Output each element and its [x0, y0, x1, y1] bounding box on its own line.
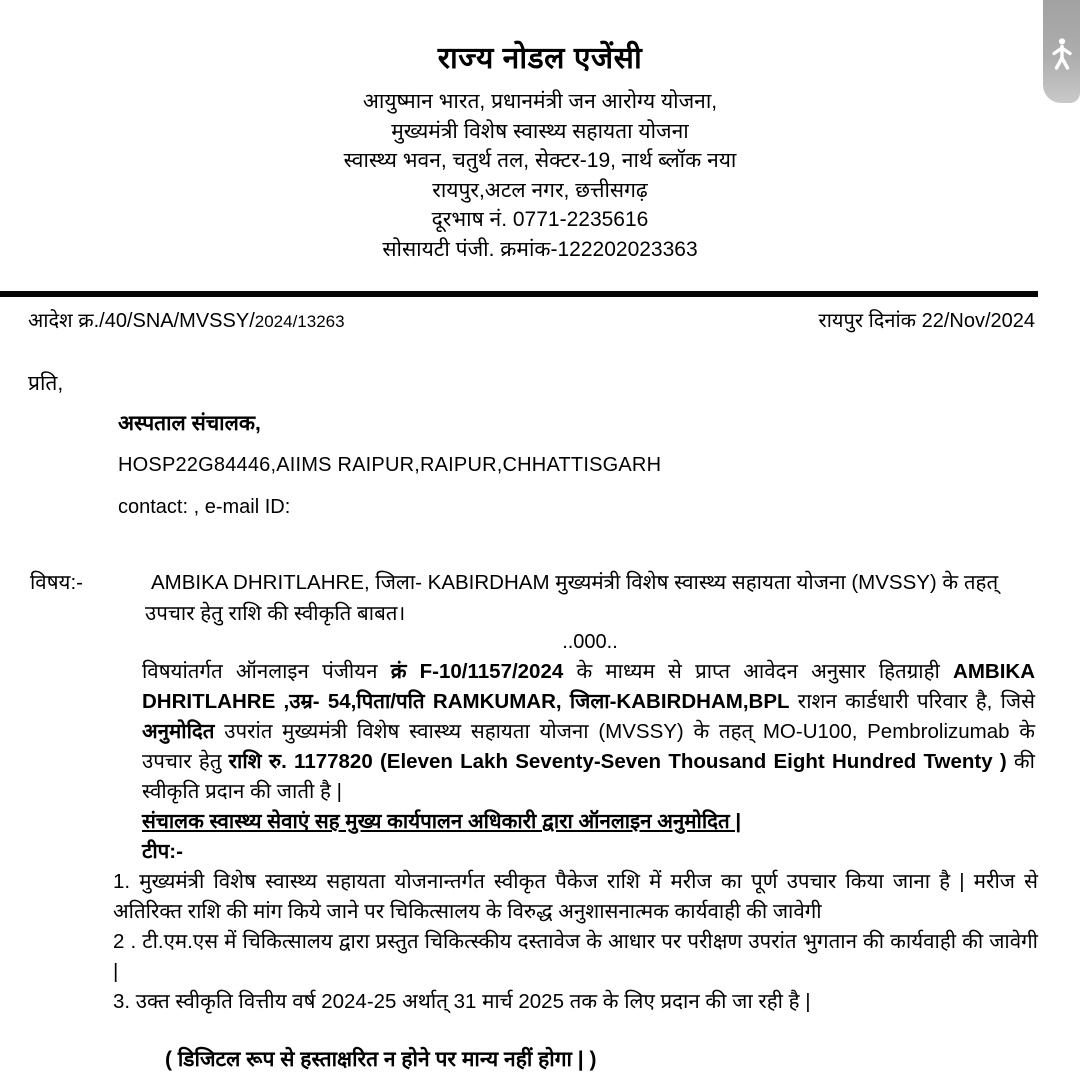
accessibility-person-icon	[1049, 37, 1075, 71]
place-date: रायपुर दिनांक 22/Nov/2024	[818, 310, 1035, 332]
subject-text	[145, 567, 1035, 629]
paragraph-bold-segment: राशि रु. 1177820 (Eleven Lakh Seventy-Seven Thousand Eight Hundred Twenty )	[228, 750, 1007, 773]
subject-line-2: उपचार हेतु राशि की स्वीकृति बाबत।	[145, 602, 406, 625]
body-paragraph	[142, 657, 1035, 807]
approval-line: संचालक स्वास्थ्य सेवाएं सह मुख्य कार्यपालन अधिकारी द्वारा ऑनलाइन अनुमोदित |	[142, 810, 742, 833]
addressee-designation: अस्पताल संचालक,	[118, 412, 261, 435]
contact-line: contact: , e-mail ID:	[118, 496, 291, 518]
paragraph-segment: उपरांत मुख्यमंत्री विशेष स्वास्थ्य सहायता योजना (MVSSY) के तहत् MO-U100, Pembrolizumab के उपचार हेतु	[142, 720, 1035, 773]
letterhead-line: आयुष्मान भारत, प्रधानमंत्री जन आरोग्य योजना,	[362, 90, 718, 113]
section-separator: ..000..	[562, 631, 618, 653]
disclaimer-line: ( डिजिटल रूप से हस्ताक्षरित न होने पर मान्य नहीं होगा | )	[165, 1048, 597, 1071]
note-label: टीप:-	[142, 840, 183, 863]
salutation: प्रति,	[28, 372, 64, 395]
subject-label: विषय:-	[30, 571, 83, 594]
subject-row	[0, 567, 1080, 629]
paragraph-segment: के माध्यम से प्राप्त आवेदन अनुसार हितग्राही	[563, 660, 954, 683]
letterhead-line: स्वास्थ्य भवन, चतुर्थ तल, सेक्टर-19, नार्थ ब्लॉक नया	[343, 149, 737, 172]
accessibility-widget-button[interactable]	[1043, 0, 1080, 103]
note-item: 2 . टी.एम.एस में चिकित्सालय द्वारा प्रस्तुत चिकित्स्कीय दस्तावेज के आधार पर परीक्षण उपरांत भुगतान की कार्यवाही की जावेगी |	[113, 930, 1038, 983]
letterhead-line: मुख्यमंत्री विशेष स्वास्थ्य सहायता योजना	[391, 119, 689, 143]
paragraph-segment: विषयांतर्गत ऑनलाइन पंजीयन	[142, 660, 391, 683]
note-item: 1. मुख्यमंत्री विशेष स्वास्थ्य सहायता योजनान्तर्गत स्वीकृत पैकेज राशि में मरीज का पूर्ण उपचार किया जाना है | मरीज से अतिरिक्त राशि की मांग किये जाने पर चिकित्सालय के विरुद्ध अनुशासनात्मक कार्यवाही की जावेगी	[113, 870, 1038, 923]
order-number	[28, 306, 345, 333]
letterhead-line: सोसायटी पंजी. क्रमांक-122202023363	[382, 237, 698, 261]
letterhead	[0, 0, 1080, 264]
paragraph-bold-segment: क्रं F-10/1157/2024	[390, 660, 564, 683]
paragraph-segment: की स्वीकृति प्रदान की जाती है |	[142, 750, 1035, 803]
addressee-block	[118, 409, 1080, 519]
order-number-prefix: आदेश क्र./40/SNA/MVSSY/	[28, 310, 255, 332]
paragraph-bold-segment: AMBIKA DHRITLAHRE ,उम्र- 54,पिता/पति RAMKUMAR, जिला-KABIRDHAM,BPL	[142, 660, 1036, 713]
order-number-suffix: 2024/13263	[254, 312, 345, 331]
paragraph-bold-segment: अनुमोदित	[142, 720, 215, 743]
letterhead-line: रायपुर,अटल नगर, छत्तीसगढ़	[432, 178, 648, 202]
note-item: 3. उक्त स्वीकृति वित्तीय वर्ष 2024-25 अर्थात् 31 मार्च 2025 तक के लिए प्रदान की जा रही है |	[113, 990, 811, 1013]
subject-line-1: AMBIKA DHRITLAHRE, जिला- KABIRDHAM मुख्यमंत्री विशेष स्वास्थ्य सहायता योजना (MVSSY) के तहत्	[151, 571, 999, 594]
reference-row	[0, 297, 1080, 333]
paragraph-segment: राशन कार्डधारी परिवार है, जिसे	[789, 690, 1035, 713]
letterhead-line: दूरभाष नं. 0771-2235616	[431, 208, 649, 231]
letterhead-lines	[0, 87, 1080, 264]
notes-list	[113, 867, 1038, 1017]
agency-title: राज्य नोडल एजेंसी	[437, 42, 643, 75]
hospital-id-line: HOSP22G84446,AIIMS RAIPUR,RAIPUR,CHHATTISGARH	[118, 454, 662, 476]
